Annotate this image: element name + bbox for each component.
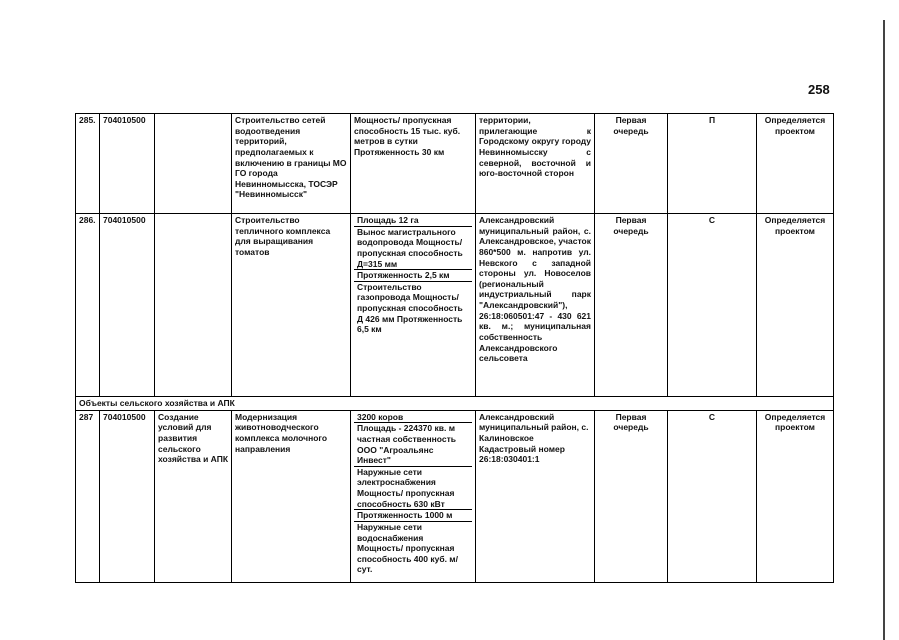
row-location: Александровский муниципальный район, с. Александровское, участок 860*500 м. напротив ул. Невского с западной стороны ул. Новоселов (региональный индустриальный парк "Александровский"), 26:18:060501:47 - 430 621 кв. м.; муниципальная собственность Александровского сельсовета — [476, 214, 595, 397]
row-purpose — [155, 214, 232, 397]
param-item: Наружные сети водоснабжения Мощность/ пропускная способность 400 куб. м/сут. — [357, 521, 458, 575]
row-name: Строительство сетей водоотведения территорий, предполагаемых к включению в границы МО ГО города Невинномысска, ТОСЭР "Невинномысск" — [232, 114, 351, 214]
param-item: Вынос магистрального водопровода Мощность/ пропускная способность Д=315 мм — [354, 227, 472, 271]
row-status: С — [668, 214, 757, 397]
row-code: 704010500 — [100, 410, 155, 582]
row-purpose: Создание условий для развития сельского хозяйства и АПК — [155, 410, 232, 582]
page-number: 258 — [808, 82, 830, 97]
row-number: 285. — [76, 114, 100, 214]
param-item: Наружные сети электроснабжения Мощность/ пропускная способность 630 кВт — [354, 467, 472, 511]
row-location: Александровский муниципальный район, с. Калиновское Кадастровый номер 26:18:030401:1 — [476, 410, 595, 582]
param-item: Площадь 12 га — [354, 215, 472, 227]
row-params: Мощность/ пропускная способность 15 тыс. куб. метров в сутки Протяженность 30 км — [351, 114, 476, 214]
param-item: Строительство газопровода Мощность/ пропускная способность Д 426 мм Протяженность 6,5 км — [357, 281, 463, 335]
row-number: 287 — [76, 410, 100, 582]
scan-edge-line — [883, 20, 885, 640]
row-code: 704010500 — [100, 114, 155, 214]
row-stage: Первая очередь — [595, 410, 668, 582]
row-zone: Определяется проектом — [757, 410, 834, 582]
param-item: Площадь - 224370 кв. м частная собственность ООО "Агроальянс Инвест" — [354, 423, 472, 467]
param-item: 3200 коров — [354, 412, 472, 424]
table-row — [76, 114, 834, 214]
row-number: 286. — [76, 214, 100, 397]
row-name: Строительство тепличного комплекса для выращивания томатов — [232, 214, 351, 397]
row-stage: Первая очередь — [595, 214, 668, 397]
param-item: Протяженность 2,5 км — [354, 270, 472, 282]
section-row — [76, 397, 834, 411]
param-item: Протяженность 1000 м — [354, 510, 472, 522]
row-name: Модернизация животноводческого комплекса молочного направления — [232, 410, 351, 582]
row-params — [351, 214, 476, 397]
row-zone: Определяется проектом — [757, 114, 834, 214]
row-code: 704010500 — [100, 214, 155, 397]
row-purpose — [155, 114, 232, 214]
section-title: Объекты сельского хозяйства и АПК — [76, 397, 834, 411]
row-status: П — [668, 114, 757, 214]
table-row — [76, 214, 834, 397]
row-params — [351, 410, 476, 582]
row-location: территории, прилегающие к Городскому округу городу Невинномысску с северной, восточной и юго-восточной сторон — [476, 114, 595, 214]
objects-table — [75, 113, 834, 583]
row-stage: Первая очередь — [595, 114, 668, 214]
row-status: С — [668, 410, 757, 582]
table-row — [76, 410, 834, 582]
row-zone: Определяется проектом — [757, 214, 834, 397]
